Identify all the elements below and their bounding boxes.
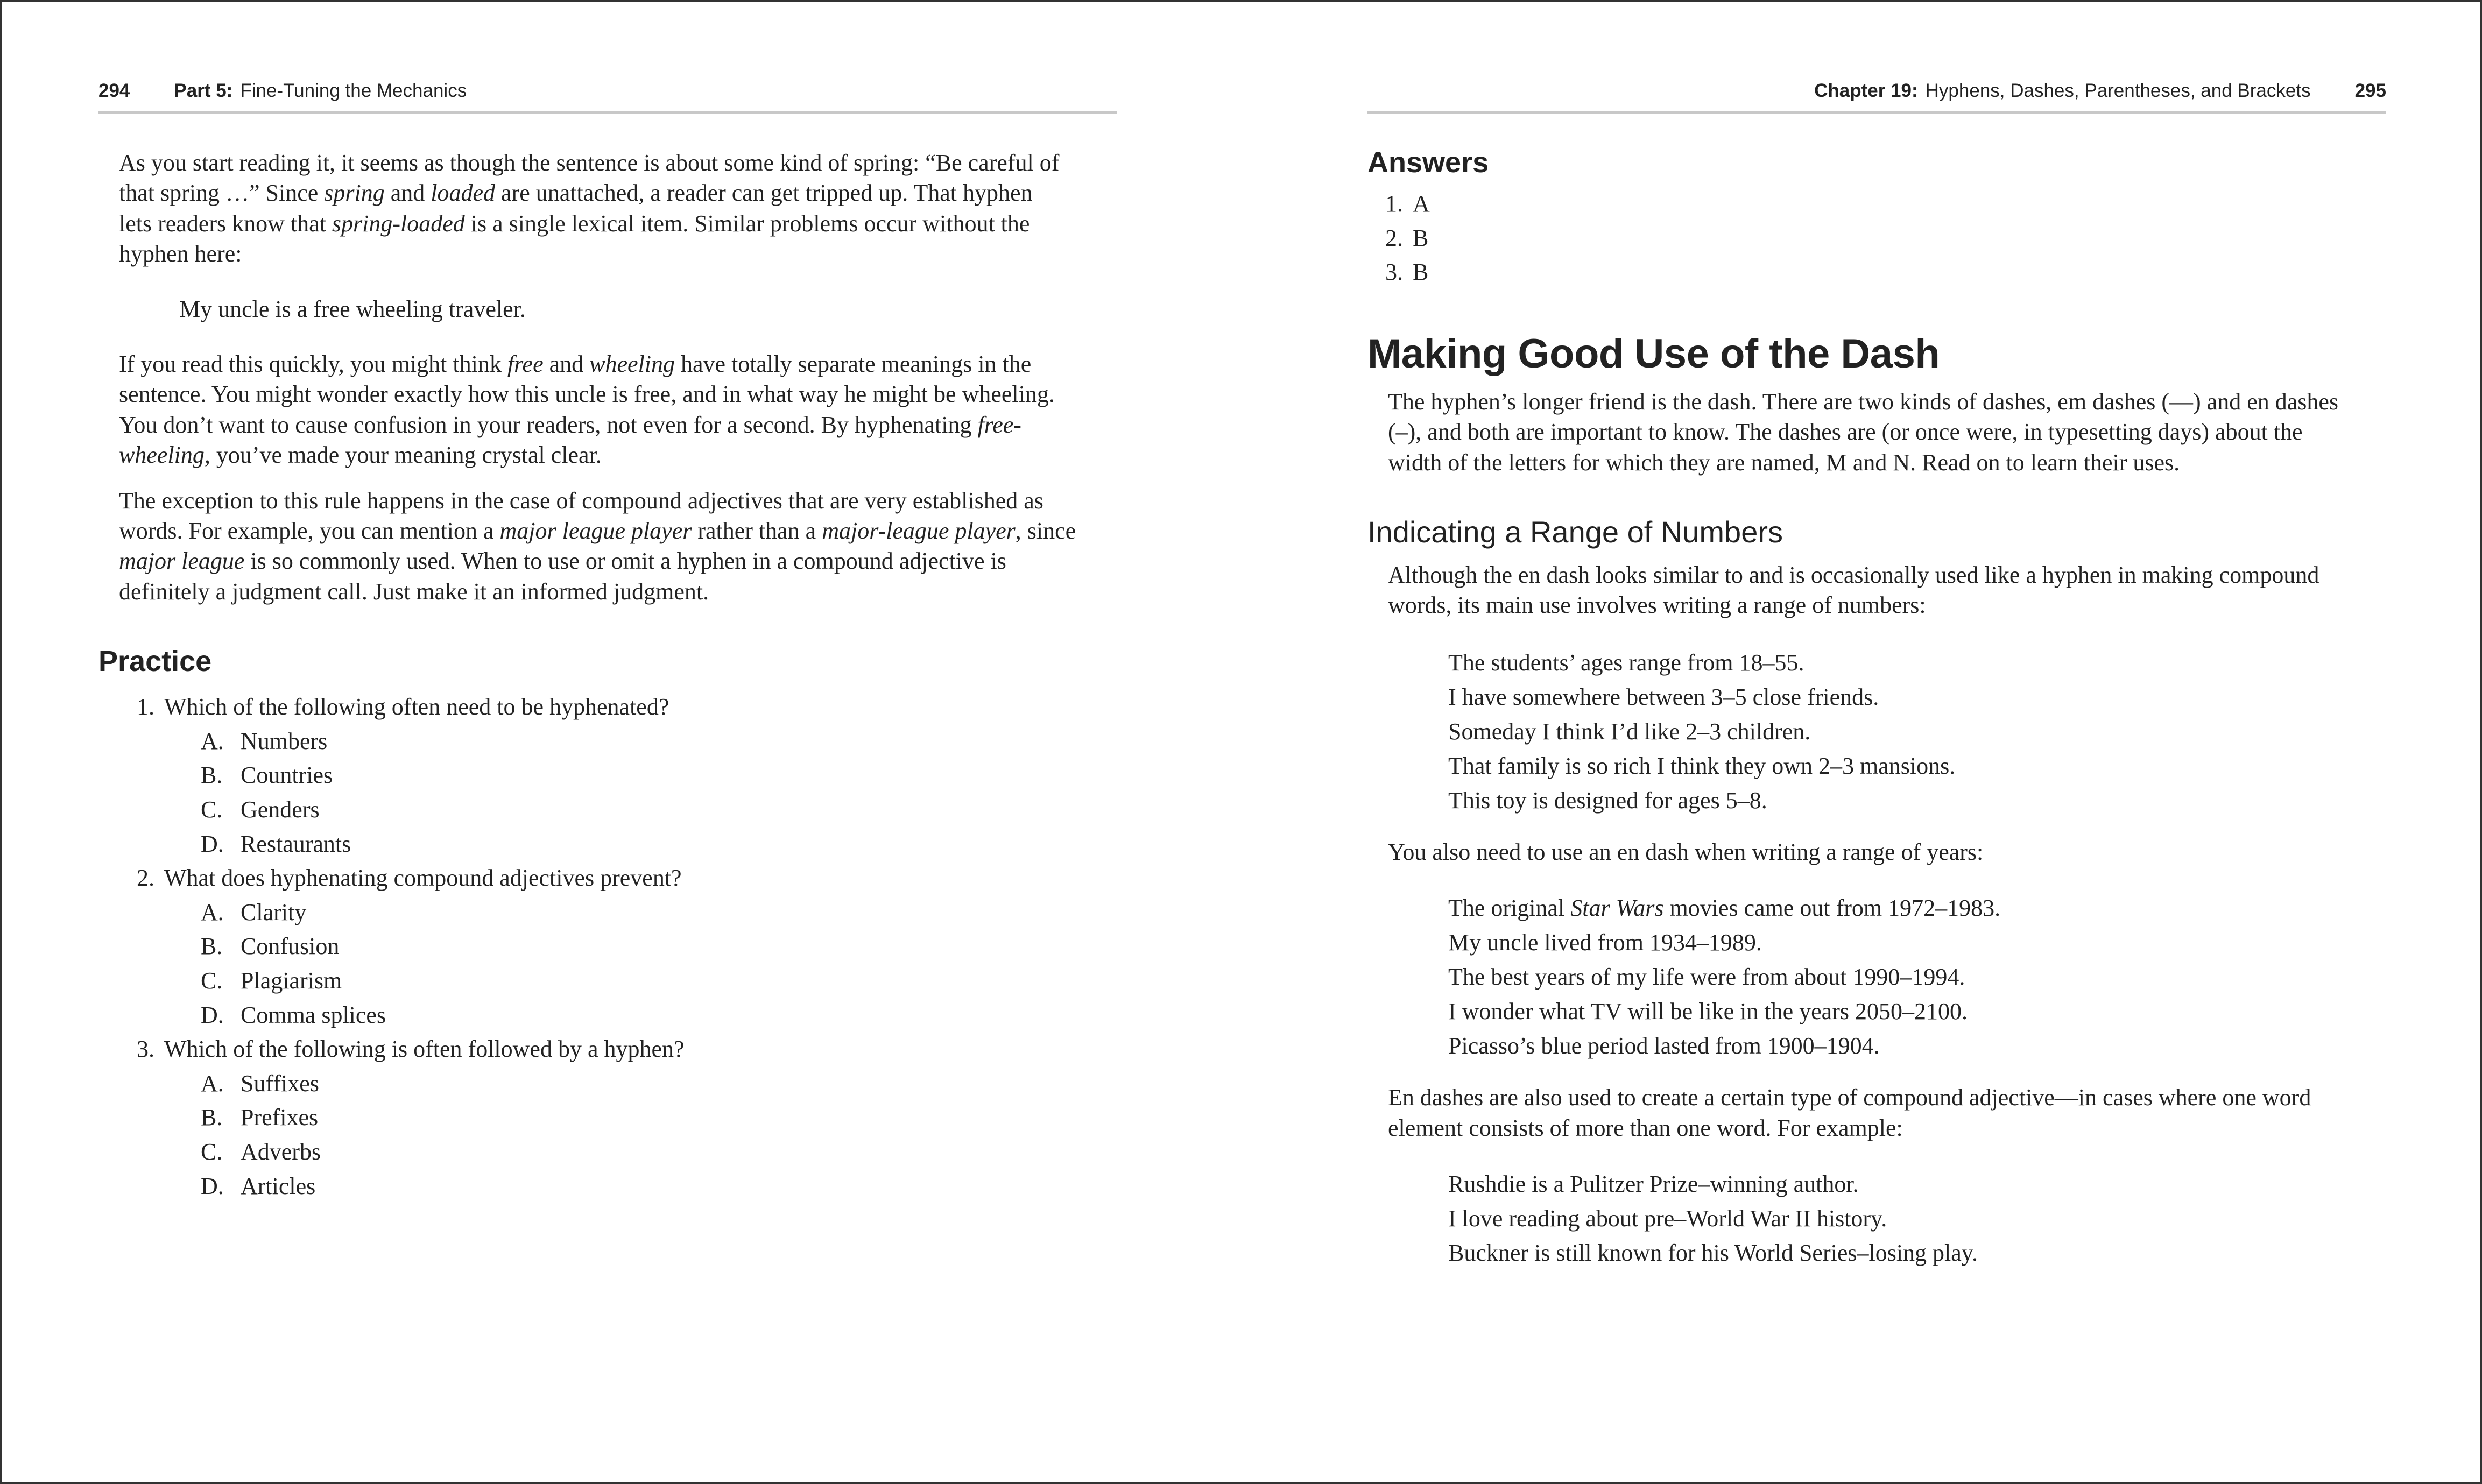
paragraph-range-intro	[1388, 560, 2386, 621]
option-text: Genders	[241, 796, 320, 823]
answer-item	[1369, 187, 2386, 221]
example-line: The original Star Wars movies came out from 1972–1983.	[1448, 895, 2001, 922]
subsection-title: Indicating a Range of Numbers	[1367, 515, 1783, 549]
answer-letter: B	[1413, 224, 1429, 251]
text-line: major league is so commonly used. When to use or omit a hyphen in a compound adjective is	[119, 548, 1006, 575]
section-title: Making Good Use of the Dash	[1367, 330, 1940, 377]
page-number-left: 294	[98, 80, 130, 101]
question-text: Which of the following is often followed by a hyphen?	[164, 1036, 685, 1063]
page-number-right: 295	[2354, 80, 2386, 101]
question-item	[120, 690, 1117, 724]
paragraph-exception	[119, 486, 1117, 607]
text-line: The hyphen’s longer friend is the dash. There are two kinds of dashes, em dashes (—) and en dashes	[1388, 388, 2339, 415]
paragraph-compound	[1388, 1083, 2386, 1143]
option-text: Plagiarism	[241, 967, 342, 994]
example-line: Someday I think I’d like 2–3 children.	[1448, 718, 1811, 745]
answer-letter: B	[1413, 259, 1429, 286]
option-text: Restaurants	[241, 830, 351, 857]
answer-option	[201, 793, 1117, 827]
answer-option	[201, 895, 1117, 930]
option-letter: D.	[201, 1172, 224, 1199]
option-letter: C.	[201, 967, 223, 994]
option-letter: C.	[201, 1139, 223, 1165]
answer-number: 1.	[1385, 190, 1403, 217]
answer-option	[201, 964, 1117, 998]
paragraph-spring	[119, 148, 1117, 270]
italic-term: spring-loaded	[332, 210, 465, 237]
answer-number: 2.	[1385, 224, 1403, 251]
text-line: definitely a judgment call. Just make it an informed judgment.	[119, 578, 709, 605]
example-line: My uncle lived from 1934–1989.	[1448, 929, 1762, 956]
paragraph-dash-intro	[1388, 387, 2386, 478]
italic-term: major-league player	[822, 518, 1016, 545]
italic-term: wheeling	[119, 442, 205, 469]
option-letter: D.	[201, 830, 224, 857]
right-body	[1367, 146, 2386, 1270]
text-line: sentence. You might wonder exactly how this uncle is free, and in what way he might be wheeling.	[119, 381, 1055, 408]
left-body	[98, 148, 1117, 1203]
option-text: Comma splices	[241, 1001, 386, 1028]
answer-option	[201, 1066, 1117, 1101]
example-line: Buckner is still known for his World Series–losing play.	[1448, 1240, 1978, 1267]
text-line: If you read this quickly, you might think free and wheeling have totally separate meanings in the	[119, 351, 1032, 378]
italic-term: major league	[119, 548, 245, 575]
year-examples	[1448, 891, 2386, 1063]
option-letter: A.	[201, 727, 224, 754]
question-number: 2.	[137, 865, 154, 892]
option-text: Adverbs	[241, 1139, 321, 1165]
option-text: Articles	[241, 1172, 316, 1199]
option-text: Numbers	[241, 727, 328, 754]
answer-option	[201, 1169, 1117, 1204]
question-item	[120, 861, 1117, 895]
text-line: element consists of more than one word. For example:	[1388, 1114, 1903, 1141]
option-letter: B.	[201, 762, 223, 789]
answer-option	[201, 758, 1117, 793]
example-line: Picasso’s blue period lasted from 1900–1904.	[1448, 1033, 1880, 1059]
question-text: What does hyphenating compound adjectives prevent?	[164, 865, 682, 892]
option-letter: D.	[201, 1001, 224, 1028]
italic-term: free	[507, 351, 544, 378]
italic-term: wheeling	[589, 351, 675, 378]
answer-option	[201, 1100, 1117, 1135]
text-line: words, its main use involves writing a range of numbers:	[1388, 592, 1926, 619]
answer-item	[1369, 255, 2386, 289]
text-line: width of the letters for which they are named, M and N. Read on to learn their uses.	[1388, 449, 2180, 476]
text-line: wheeling, you’ve made your meaning crystal clear.	[119, 442, 602, 469]
text-line: that spring …” Since spring and loaded are unattached, a reader can get tripped up. That hyphen	[119, 180, 1033, 207]
practice-questions	[120, 690, 1117, 1203]
question-number: 3.	[137, 1036, 154, 1063]
text-line: hyphen here:	[119, 241, 242, 267]
example-line: This toy is designed for ages 5–8.	[1448, 787, 1767, 814]
text-line: As you start reading it, it seems as though the sentence is about some kind of spring: “Be careful of	[119, 150, 1060, 176]
compound-examples	[1448, 1167, 2386, 1270]
italic-term: loaded	[431, 180, 496, 207]
answer-option	[201, 998, 1117, 1033]
example-line: Rushdie is a Pulitzer Prize–winning author.	[1448, 1171, 1859, 1198]
answer-letter: A	[1413, 190, 1430, 217]
text-line: (–), and both are important to know. The dashes are (or once were, in typesetting days) about the	[1388, 419, 2303, 446]
range-examples	[1448, 646, 2386, 818]
practice-heading: Practice	[98, 645, 212, 678]
paragraph-free-wheeling	[119, 349, 1117, 471]
text-line: En dashes are also used to create a certain type of compound adjective—in cases where one word	[1388, 1084, 2311, 1111]
option-letter: A.	[201, 1070, 224, 1097]
answer-item	[1369, 221, 2386, 256]
chapter-label: Chapter 19:	[1814, 80, 1918, 101]
text-line: You don’t want to cause confusion in your readers, not even for a second. By hyphenating free-	[119, 411, 1021, 438]
text-line: lets readers know that spring-loaded is a single lexical item. Similar problems occur without the	[119, 210, 1030, 237]
part-label: Part 5:	[174, 80, 233, 101]
option-text: Prefixes	[241, 1104, 319, 1131]
example-line: I wonder what TV will be like in the years 2050–2100.	[1448, 998, 1968, 1025]
option-text: Suffixes	[241, 1070, 319, 1097]
example-line: The students’ ages range from 18–55.	[1448, 649, 1804, 676]
option-letter: B.	[201, 1104, 223, 1131]
right-running-head	[1367, 78, 2386, 114]
answer-option	[201, 1135, 1117, 1169]
years-intro: You also need to use an en dash when writing a range of years:	[1388, 838, 1984, 865]
italic-term: free-	[977, 411, 1021, 438]
answers-list	[1369, 187, 2386, 289]
example-line: I have somewhere between 3–5 close friends.	[1448, 683, 1879, 710]
part-title: Fine-Tuning the Mechanics	[240, 80, 467, 101]
option-letter: C.	[201, 796, 223, 823]
text-line: Although the en dash looks similar to and is occasionally used like a hyphen in making compound	[1388, 562, 2319, 588]
example-line: That family is so rich I think they own 2–3 mansions.	[1448, 752, 1956, 779]
example-line: I love reading about pre–World War II history.	[1448, 1205, 1887, 1232]
example-free-wheeling: My uncle is a free wheeling traveler.	[179, 295, 526, 322]
italic-term: Star Wars	[1570, 895, 1664, 922]
option-text: Clarity	[241, 899, 307, 925]
example-line: The best years of my life were from about 1990–1994.	[1448, 964, 1965, 991]
answer-option	[201, 929, 1117, 964]
left-running-head	[98, 78, 1117, 114]
option-letter: A.	[201, 899, 224, 925]
answer-option	[201, 724, 1117, 759]
option-text: Countries	[241, 762, 333, 789]
answers-heading: Answers	[1367, 146, 1489, 179]
question-number: 1.	[137, 694, 154, 720]
option-letter: B.	[201, 933, 223, 960]
answer-number: 3.	[1385, 259, 1403, 286]
text-line: The exception to this rule happens in the case of compound adjectives that are very established as	[119, 487, 1043, 514]
italic-term: major league player	[499, 518, 692, 545]
text-line: words. For example, you can mention a major league player rather than a major-league player, since	[119, 518, 1076, 545]
left-page	[98, 2, 1117, 1482]
option-text: Confusion	[241, 933, 340, 960]
italic-term: spring	[324, 180, 385, 207]
chapter-title: Hyphens, Dashes, Parentheses, and Brackets	[1925, 80, 2311, 101]
right-page	[1367, 2, 2386, 1482]
question-item	[120, 1032, 1117, 1066]
answer-option	[201, 827, 1117, 861]
question-text: Which of the following often need to be hyphenated?	[164, 694, 669, 720]
